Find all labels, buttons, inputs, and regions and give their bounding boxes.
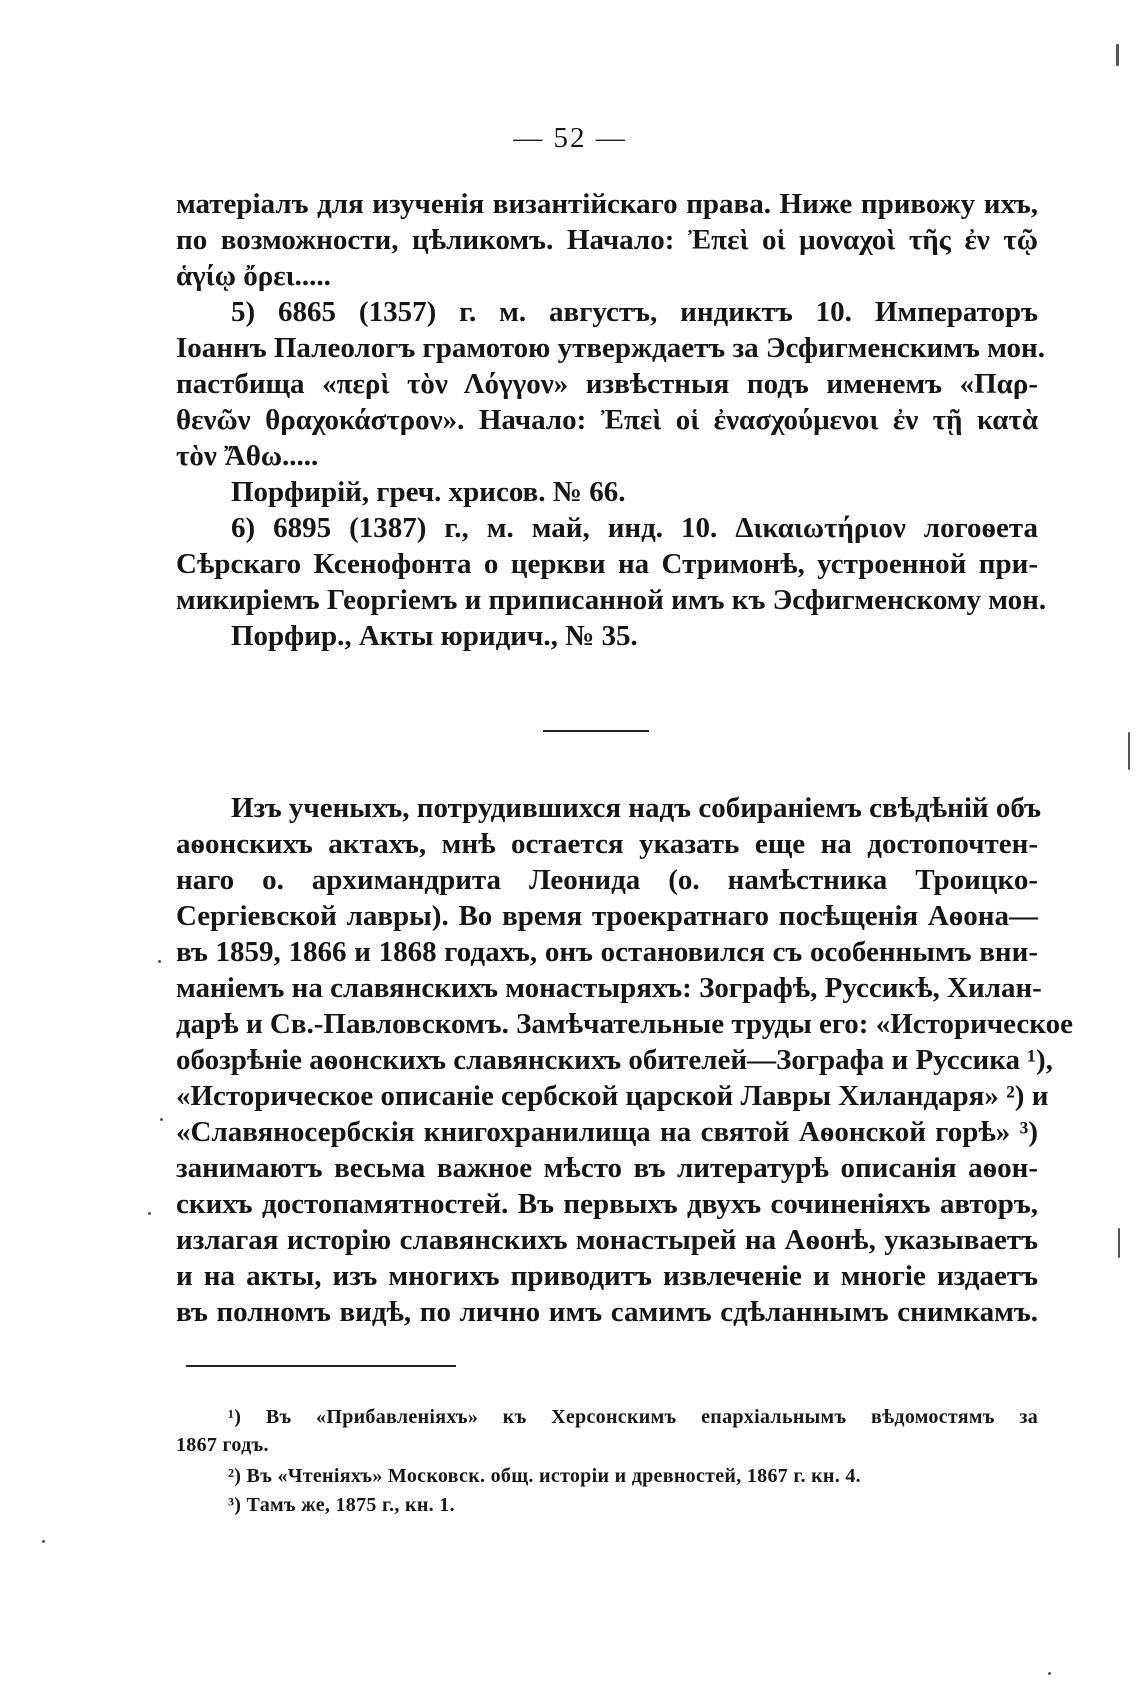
page-number: — 52 — — [513, 122, 627, 154]
footnote-1-line-2: 1867 годъ. — [176, 1434, 269, 1456]
scan-mark — [1116, 44, 1119, 66]
upper-line-2: по возможности, цѣликомъ. Начало: Ἐπεὶ οἱ μοναχοὶ τῆς ἐν τῷ — [176, 224, 1038, 256]
lower-line-2: аѳонскихъ актахъ, мнѣ остается указать еще на достопочтен- — [176, 828, 1038, 860]
lower-line-13: излагая исторію славянскихъ монастырей на Аѳонѣ, указываетъ — [176, 1224, 1038, 1256]
lower-line-10: «Славяносербскія книгохранилища на святой Аѳонской горѣ» ³) — [176, 1116, 1038, 1148]
footnote-rule — [186, 1365, 456, 1367]
upper-line-10: 6) 6895 (1387) г., м. май, инд. 10. Δικαιωτήριον логоѳета — [231, 512, 1038, 544]
lower-line-12: скихъ достопамятностей. Въ первыхъ двухъ сочиненіяхъ авторъ, — [176, 1188, 1038, 1220]
section-divider — [543, 730, 649, 732]
upper-line-1: матеріалъ для изученія византійскаго права. Ниже привожу ихъ, — [176, 188, 1038, 220]
upper-line-4: 5) 6865 (1357) г. м. августъ, индиктъ 10. Императоръ — [231, 296, 1038, 328]
upper-line-13: Порфир., Акты юридич., № 35. — [231, 620, 638, 652]
lower-line-4: Сергіевской лавры). Во время троекратнаго посѣщенія Аѳона— — [176, 900, 1038, 932]
lower-line-3: наго о. архимандрита Леонида (о. намѣстника Троицко- — [176, 864, 1038, 896]
footnote-2: ²) Въ «Чтеніяхъ» Московск. общ. исторіи и древностей, 1867 г. кн. 4. — [228, 1465, 861, 1487]
lower-line-1: Изъ ученыхъ, потрудившихся надъ собираніемъ свѣдѣній объ — [231, 792, 1042, 824]
lower-line-11: занимаютъ весьма важное мѣсто въ литературѣ описанія аѳон- — [176, 1152, 1038, 1184]
footnote-3: ³) Тамъ же, 1875 г., кн. 1. — [228, 1494, 455, 1516]
scan-speck — [148, 1212, 151, 1215]
upper-line-6: пастбища «περὶ τὸν Λόγγον» извѣстныя подъ именемъ «Παρ- — [176, 368, 1038, 400]
lower-line-15: въ полномъ видѣ, по лично имъ самимъ сдѣланнымъ снимкамъ. — [176, 1296, 1038, 1328]
upper-line-12: микиріемъ Георгіемъ и приписанной имъ къ Эсфигменскому мон. — [176, 584, 1047, 616]
scan-speck — [1048, 1672, 1051, 1675]
upper-line-3: ἁγίῳ ὄρει..... — [176, 260, 331, 292]
scan-speck — [160, 1118, 163, 1121]
scan-mark — [1128, 732, 1130, 770]
scan-speck — [158, 960, 161, 963]
lower-line-14: и на акты, изъ многихъ приводитъ извлеченіе и многіе издаетъ — [176, 1260, 1038, 1292]
upper-line-5: Іоаннъ Палеологъ грамотою утверждаетъ за Эсфигменскимъ мон. — [176, 332, 1045, 364]
lower-line-9: «Историческое описаніе сербской царской Лавры Хиландаря» ²) и — [176, 1080, 1049, 1112]
upper-line-9: Порфирій, греч. хрисов. № 66. — [231, 476, 626, 508]
scan-mark — [1118, 1228, 1120, 1258]
lower-line-6: маніемъ на славянскихъ монастыряхъ: Зографѣ, Руссикѣ, Хилан- — [176, 972, 1042, 1004]
scan-speck — [42, 1540, 45, 1543]
footnote-1-line-1: ¹) Въ «Прибавленіяхъ» къ Херсонскимъ епархіальнымъ вѣдомостямъ за — [228, 1406, 1038, 1428]
lower-line-5: въ 1859, 1866 и 1868 годахъ, онъ остановился съ особеннымъ вни- — [176, 936, 1038, 968]
upper-line-8: τὸν Ἄθω..... — [176, 440, 319, 472]
lower-line-7: дарѣ и Св.-Павловскомъ. Замѣчательные труды его: «Историческое — [176, 1008, 1073, 1040]
upper-line-7: θενῶν θραχοκάστρον». Начало: Ἐπεὶ οἱ ἐνασχούμενοι ἐν τῇ κατὰ — [176, 404, 1038, 436]
upper-line-11: Сѣрскаго Ксенофонта о церкви на Стримонѣ, устроенной при- — [176, 548, 1038, 580]
lower-line-8: обозрѣніе аѳонскихъ славянскихъ обителей—Зографа и Руссика ¹), — [176, 1044, 1053, 1076]
